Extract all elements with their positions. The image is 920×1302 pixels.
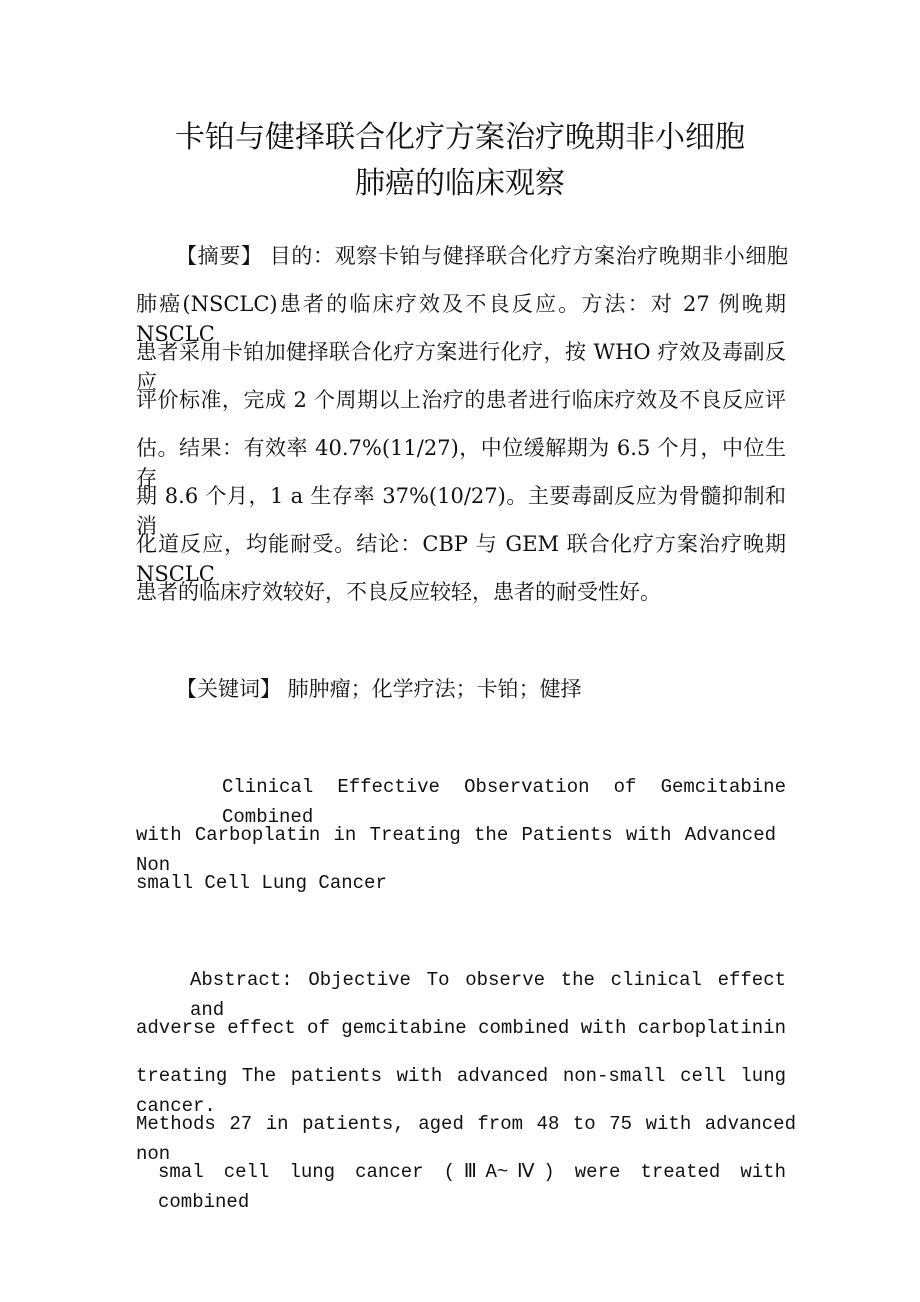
english-title-line: with Carboplatin in Treating the Patients with Advanced Non bbox=[136, 824, 776, 876]
abstract-en-line: Methods 27 in patients, aged from 48 to 75 with advanced non bbox=[136, 1113, 796, 1165]
abstract-en-line: Abstract: Objective To observe the clinical effect and bbox=[190, 969, 786, 1021]
english-title-line: small Cell Lung Cancer bbox=[136, 872, 387, 894]
abstract-cn-line: 患者的临床疗效较好，不良反应较轻，患者的耐受性好。 bbox=[136, 580, 661, 604]
abstract-cn-line: 化道反应，均能耐受。结论：CBP 与 GEM 联合化疗方案治疗晚期 NSCLC bbox=[136, 532, 786, 586]
abstract-cn-line: 估。结果：有效率 40.7%(11/27)，中位缓解期为 6.5 个月，中位生存 bbox=[136, 436, 786, 490]
abstract-en-line: treating The patients with advanced non-small cell lung cancer. bbox=[136, 1065, 786, 1117]
title-line-1: 卡铂与健择联合化疗方案治疗晚期非小细胞 bbox=[175, 120, 745, 155]
keywords-cn: 【关键词】 肺肿瘤；化学疗法；卡铂；健择 bbox=[176, 677, 582, 701]
abstract-cn-line: 评价标准，完成 2 个周期以上治疗的患者进行临床疗效及不良反应评 bbox=[136, 388, 786, 412]
english-title-line: Clinical Effective Observation of Gemcitabine Combined bbox=[222, 776, 786, 828]
abstract-cn-line: 期 8.6 个月，1 a 生存率 37%(10/27)。主要毒副反应为骨髓抑制和消 bbox=[136, 484, 786, 538]
abstract-cn-line: 【摘要】 目的：观察卡铂与健择联合化疗方案治疗晚期非小细胞 bbox=[176, 244, 788, 268]
abstract-en-line: smal cell lung cancer (ⅢA~Ⅳ) were treated with combined bbox=[158, 1161, 786, 1213]
title-line-2: 肺癌的临床观察 bbox=[355, 166, 565, 201]
abstract-cn-line: 肺癌(NSCLC)患者的临床疗效及不良反应。方法：对 27 例晚期 NSCLC bbox=[136, 292, 786, 346]
abstract-en-line: adverse effect of gemcitabine combined with carboplatinin bbox=[136, 1017, 786, 1039]
abstract-cn-line: 患者采用卡铂加健择联合化疗方案进行化疗，按 WHO 疗效及毒副反应 bbox=[136, 340, 786, 394]
